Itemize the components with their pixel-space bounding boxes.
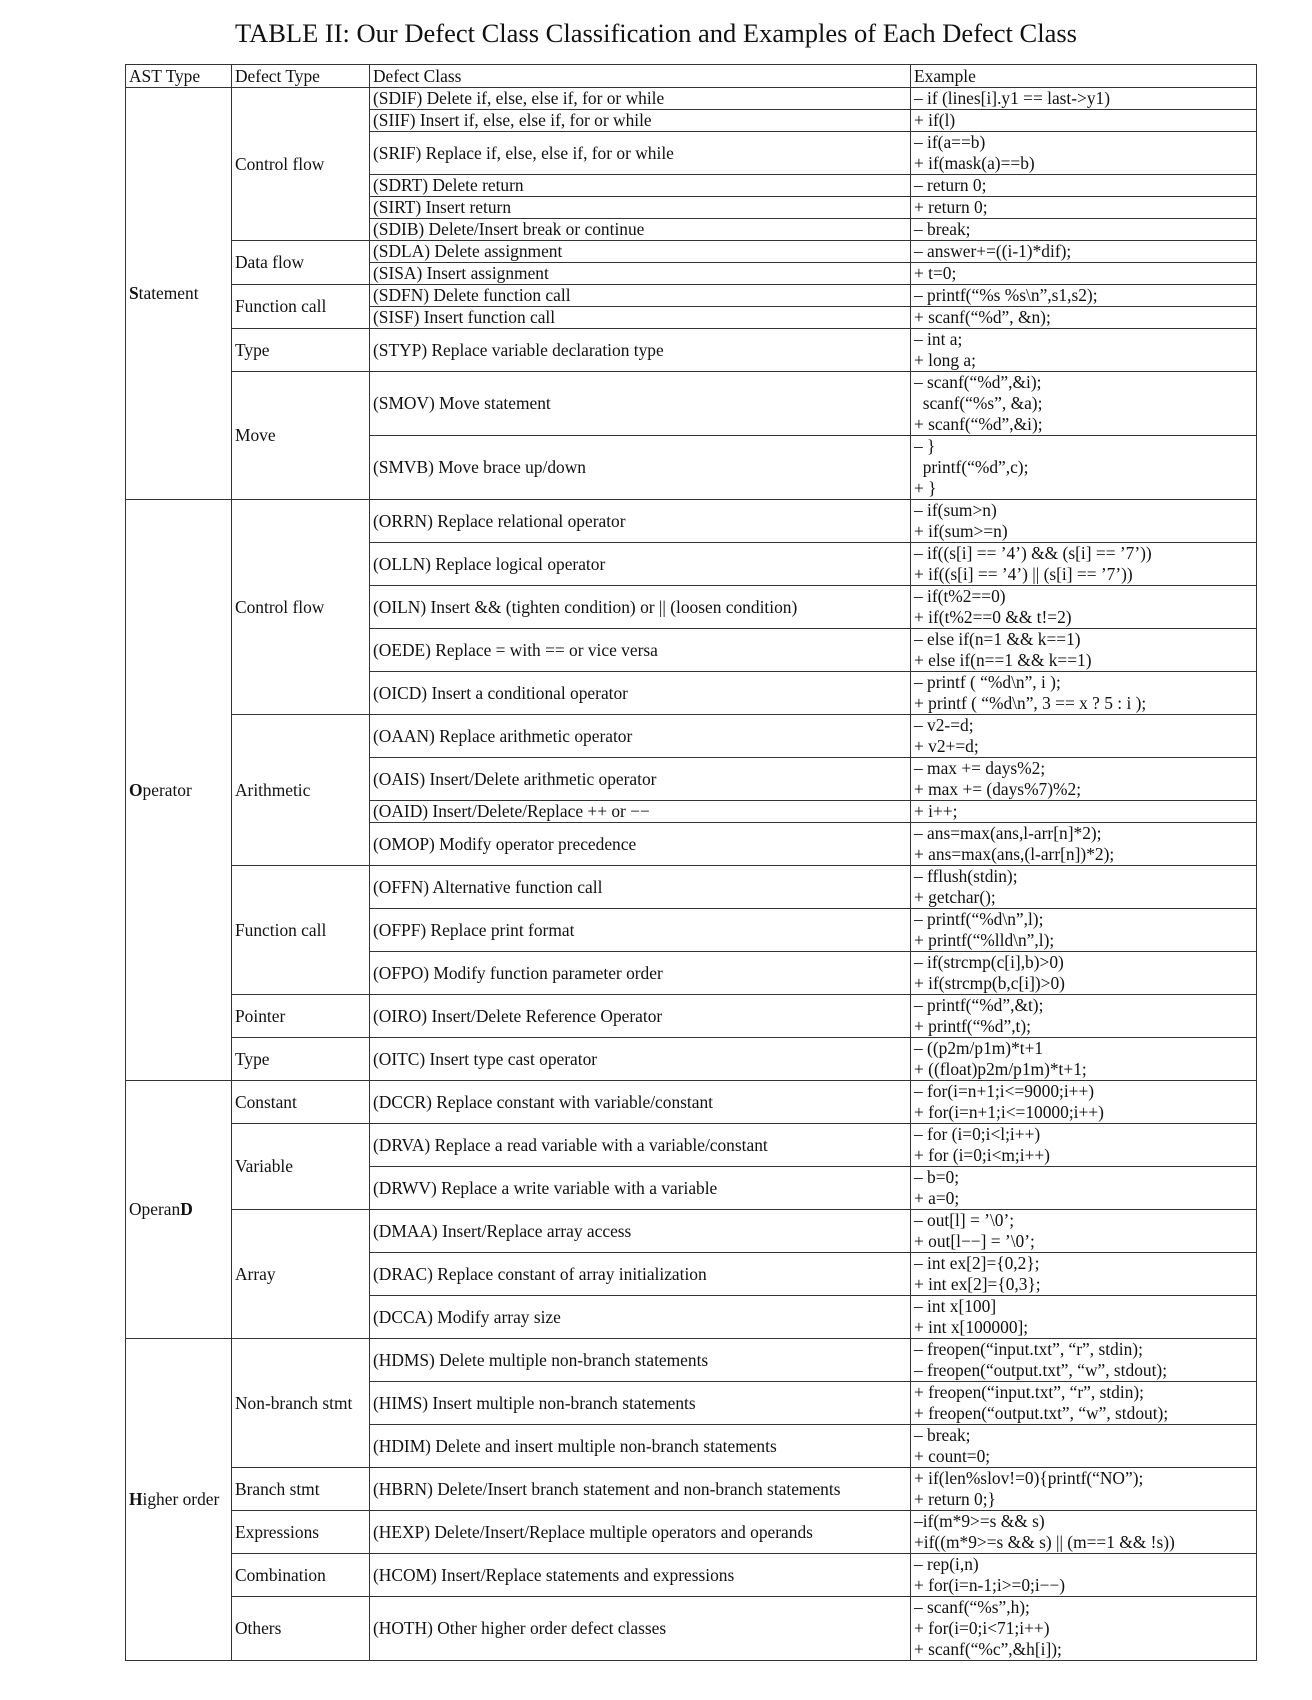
defect-class-cell: (OITC) Insert type cast operator bbox=[370, 1038, 911, 1081]
example-line: + else if(n==1 && k==1) bbox=[914, 650, 1092, 670]
example-line: + ((float)p2m/p1m)*t+1; bbox=[914, 1059, 1087, 1079]
example-line: – break; bbox=[914, 1425, 971, 1445]
table-row bbox=[126, 1468, 1257, 1511]
table-row bbox=[126, 329, 1257, 372]
example-cell bbox=[911, 1468, 1257, 1511]
defect-class-cell: (OILN) Insert && (tighten condition) or || (loosen condition) bbox=[370, 586, 911, 629]
defect-type-cell: Others bbox=[232, 1597, 370, 1661]
example-cell bbox=[911, 1124, 1257, 1167]
table-row bbox=[126, 500, 1257, 543]
example-cell bbox=[911, 995, 1257, 1038]
example-cell bbox=[911, 758, 1257, 801]
example-cell bbox=[911, 1167, 1257, 1210]
example-line: – printf(“%d\n”,l); bbox=[914, 909, 1044, 929]
example-line: + a=0; bbox=[914, 1188, 960, 1208]
defect-class-cell: (OAIS) Insert/Delete arithmetic operator bbox=[370, 758, 911, 801]
defect-type-cell: Function call bbox=[232, 866, 370, 995]
example-line: + count=0; bbox=[914, 1446, 991, 1466]
table-row bbox=[126, 372, 1257, 436]
ast-type-initial: S bbox=[129, 283, 139, 303]
defect-type-cell: Control flow bbox=[232, 88, 370, 241]
defect-class-cell: (DCCA) Modify array size bbox=[370, 1296, 911, 1339]
example-line: + ans=max(ans,(l-arr[n])*2); bbox=[914, 844, 1115, 864]
example-line: – if((s[i] == ’4’) && (s[i] == ’7’)) bbox=[914, 543, 1152, 563]
header-ast-type: AST Type bbox=[126, 65, 232, 88]
example-line: – int x[100] bbox=[914, 1296, 997, 1316]
example-line: + printf ( “%d\n”, 3 == x ? 5 : i ); bbox=[914, 693, 1147, 713]
ast-type-rest: perator bbox=[142, 779, 192, 800]
example-line: – fflush(stdin); bbox=[914, 866, 1018, 886]
example-cell bbox=[911, 629, 1257, 672]
example-line: + scanf(“%c”,&h[i]); bbox=[914, 1639, 1062, 1659]
header-defect-type: Defect Type bbox=[232, 65, 370, 88]
example-line: + for(i=0;i<71;i++) bbox=[914, 1618, 1050, 1638]
example-line: + int ex[2]={0,3}; bbox=[914, 1274, 1041, 1294]
example-cell bbox=[911, 866, 1257, 909]
defect-type-cell: Move bbox=[232, 372, 370, 500]
defect-class-cell: (HIMS) Insert multiple non-branch statements bbox=[370, 1382, 911, 1425]
ast-type-cell bbox=[126, 500, 232, 1081]
defect-class-cell: (HEXP) Delete/Insert/Replace multiple operators and operands bbox=[370, 1511, 911, 1554]
example-line: – freopen(“output.txt”, “w”, stdout); bbox=[914, 1360, 1168, 1380]
example-line: – out[l] = ’\0’; bbox=[914, 1210, 1015, 1230]
example-cell bbox=[911, 1339, 1257, 1382]
ast-type-initial: O bbox=[129, 779, 143, 800]
example-line: – return 0; bbox=[914, 175, 987, 195]
table-row bbox=[126, 995, 1257, 1038]
example-line: – if (lines[i].y1 == last->y1) bbox=[914, 88, 1111, 108]
example-cell bbox=[911, 197, 1257, 219]
example-cell bbox=[911, 219, 1257, 241]
defect-type-cell: Branch stmt bbox=[232, 1468, 370, 1511]
example-line: + return 0;} bbox=[914, 1489, 996, 1509]
defect-class-cell: (DRVA) Replace a read variable with a variable/constant bbox=[370, 1124, 911, 1167]
defect-type-cell: Control flow bbox=[232, 500, 370, 715]
defect-class-cell: (OICD) Insert a conditional operator bbox=[370, 672, 911, 715]
example-cell bbox=[911, 500, 1257, 543]
defect-class-cell: (HBRN) Delete/Insert branch statement and non-branch statements bbox=[370, 1468, 911, 1511]
example-line: + for (i=0;i<m;i++) bbox=[914, 1145, 1050, 1165]
example-cell bbox=[911, 263, 1257, 285]
example-cell bbox=[911, 110, 1257, 132]
example-cell bbox=[911, 715, 1257, 758]
defect-class-cell: (HDIM) Delete and insert multiple non-branch statements bbox=[370, 1425, 911, 1468]
table-row bbox=[126, 1210, 1257, 1253]
defect-type-cell: Constant bbox=[232, 1081, 370, 1124]
table-row bbox=[126, 88, 1257, 110]
example-line: + t=0; bbox=[914, 263, 957, 283]
defect-class-cell: (SRIF) Replace if, else, else if, for or while bbox=[370, 132, 911, 175]
example-line: + freopen(“input.txt”, “r”, stdin); bbox=[914, 1382, 1145, 1402]
example-line: – ((p2m/p1m)*t+1 bbox=[914, 1038, 1044, 1058]
defect-type-cell: Type bbox=[232, 329, 370, 372]
ast-type-cell bbox=[126, 1081, 232, 1339]
example-line: + printf(“%d”,t); bbox=[914, 1016, 1032, 1036]
example-line: – printf(“%s %s\n”,s1,s2); bbox=[914, 285, 1098, 305]
example-cell bbox=[911, 909, 1257, 952]
defect-type-cell: Expressions bbox=[232, 1511, 370, 1554]
defect-type-cell: Data flow bbox=[232, 241, 370, 285]
example-line: – b=0; bbox=[914, 1167, 960, 1187]
table-row bbox=[126, 1038, 1257, 1081]
example-cell bbox=[911, 1296, 1257, 1339]
defect-class-cell: (OFPF) Replace print format bbox=[370, 909, 911, 952]
table-row bbox=[126, 285, 1257, 307]
table-row bbox=[126, 1339, 1257, 1382]
defect-class-cell: (OEDE) Replace = with == or vice versa bbox=[370, 629, 911, 672]
example-cell bbox=[911, 823, 1257, 866]
example-cell bbox=[911, 1210, 1257, 1253]
example-line: – scanf(“%s”,h); bbox=[914, 1597, 1030, 1617]
example-line: – v2-=d; bbox=[914, 715, 974, 735]
example-cell bbox=[911, 285, 1257, 307]
defect-class-cell: (OFFN) Alternative function call bbox=[370, 866, 911, 909]
table-row bbox=[126, 715, 1257, 758]
example-line: – if(a==b) bbox=[914, 132, 986, 152]
example-cell bbox=[911, 329, 1257, 372]
example-cell bbox=[911, 1511, 1257, 1554]
example-line: + if((s[i] == ’4’) || (s[i] == ’7’)) bbox=[914, 564, 1133, 584]
defect-class-cell: (DCCR) Replace constant with variable/constant bbox=[370, 1081, 911, 1124]
defect-type-cell: Array bbox=[232, 1210, 370, 1339]
example-line: + max += (days%7)%2; bbox=[914, 779, 1082, 799]
table-row bbox=[126, 1511, 1257, 1554]
example-line: – freopen(“input.txt”, “r”, stdin); bbox=[914, 1339, 1143, 1359]
ast-type-initial: D bbox=[180, 1199, 193, 1219]
example-line: – if(strcmp(c[i],b)>0) bbox=[914, 952, 1064, 972]
defect-class-cell: (SIRT) Insert return bbox=[370, 197, 911, 219]
example-line: – if(t%2==0) bbox=[914, 586, 1006, 606]
defect-class-cell: (DMAA) Insert/Replace array access bbox=[370, 1210, 911, 1253]
example-cell bbox=[911, 175, 1257, 197]
example-line: – else if(n=1 && k==1) bbox=[914, 629, 1081, 649]
defect-class-cell: (SDFN) Delete function call bbox=[370, 285, 911, 307]
example-cell bbox=[911, 1425, 1257, 1468]
table-row bbox=[126, 241, 1257, 263]
example-cell bbox=[911, 1081, 1257, 1124]
defect-type-cell: Function call bbox=[232, 285, 370, 329]
defect-class-table bbox=[125, 64, 1257, 1661]
header-defect-class: Defect Class bbox=[370, 65, 911, 88]
example-line: – ans=max(ans,l-arr[n]*2); bbox=[914, 823, 1102, 843]
example-line: + i++; bbox=[914, 801, 958, 821]
defect-class-cell: (OMOP) Modify operator precedence bbox=[370, 823, 911, 866]
table-row bbox=[126, 1597, 1257, 1661]
example-line: – printf(“%d”,&t); bbox=[914, 995, 1044, 1015]
example-cell bbox=[911, 586, 1257, 629]
defect-class-cell: (SDRT) Delete return bbox=[370, 175, 911, 197]
defect-type-cell: Non-branch stmt bbox=[232, 1339, 370, 1468]
defect-class-cell: (STYP) Replace variable declaration type bbox=[370, 329, 911, 372]
example-cell bbox=[911, 241, 1257, 263]
example-cell bbox=[911, 372, 1257, 436]
example-line: printf(“%d”,c); bbox=[914, 457, 1029, 477]
example-line: + freopen(“output.txt”, “w”, stdout); bbox=[914, 1403, 1169, 1423]
defect-class-cell: (DRAC) Replace constant of array initialization bbox=[370, 1253, 911, 1296]
ast-type-rest: igher order bbox=[142, 1489, 220, 1509]
example-line: + return 0; bbox=[914, 197, 988, 217]
example-line: – rep(i,n) bbox=[914, 1554, 979, 1574]
ast-type-rest: tatement bbox=[138, 283, 199, 303]
defect-class-cell: (OAAN) Replace arithmetic operator bbox=[370, 715, 911, 758]
ast-type-cell bbox=[126, 1339, 232, 1661]
defect-class-cell: (SDLA) Delete assignment bbox=[370, 241, 911, 263]
ast-type-rest: Operan bbox=[129, 1199, 181, 1219]
example-line: + scanf(“%d”, &n); bbox=[914, 307, 1051, 327]
ast-type-initial: H bbox=[129, 1489, 143, 1509]
example-line: – if(sum>n) bbox=[914, 500, 997, 520]
defect-class-cell: (OAID) Insert/Delete/Replace ++ or −− bbox=[370, 801, 911, 823]
example-line: + if(l) bbox=[914, 110, 956, 130]
table-row bbox=[126, 1554, 1257, 1597]
example-line: – answer+=((i-1)*dif); bbox=[914, 241, 1072, 261]
defect-type-cell: Variable bbox=[232, 1124, 370, 1210]
example-cell bbox=[911, 952, 1257, 995]
example-line: – max += days%2; bbox=[914, 758, 1046, 778]
example-cell bbox=[911, 1554, 1257, 1597]
example-cell bbox=[911, 436, 1257, 500]
example-line: – } bbox=[914, 436, 936, 456]
defect-class-cell: (HDMS) Delete multiple non-branch statements bbox=[370, 1339, 911, 1382]
example-cell bbox=[911, 1382, 1257, 1425]
example-line: – for(i=n+1;i<=9000;i++) bbox=[914, 1081, 1095, 1101]
example-cell bbox=[911, 543, 1257, 586]
defect-class-cell: (SDIF) Delete if, else, else if, for or while bbox=[370, 88, 911, 110]
example-line: + if(len%slov!=0){printf(“NO”); bbox=[914, 1468, 1144, 1488]
example-line: + if(sum>=n) bbox=[914, 521, 1008, 541]
defect-class-cell: (SDIB) Delete/Insert break or continue bbox=[370, 219, 911, 241]
example-line: – int a; bbox=[914, 329, 963, 349]
defect-type-cell: Combination bbox=[232, 1554, 370, 1597]
example-line: + for(i=n-1;i>=0;i−−) bbox=[914, 1575, 1066, 1595]
defect-class-cell: (SMVB) Move brace up/down bbox=[370, 436, 911, 500]
example-line: + if(t%2==0 && t!=2) bbox=[914, 607, 1072, 627]
example-line: – break; bbox=[914, 219, 971, 239]
defect-class-cell: (DRWV) Replace a write variable with a variable bbox=[370, 1167, 911, 1210]
defect-class-cell: (OLLN) Replace logical operator bbox=[370, 543, 911, 586]
example-line: – for (i=0;i<l;i++) bbox=[914, 1124, 1041, 1144]
example-line: + getchar(); bbox=[914, 887, 996, 907]
defect-class-cell: (ORRN) Replace relational operator bbox=[370, 500, 911, 543]
example-cell bbox=[911, 88, 1257, 110]
defect-class-cell: (SIIF) Insert if, else, else if, for or while bbox=[370, 110, 911, 132]
example-cell bbox=[911, 307, 1257, 329]
example-cell bbox=[911, 1597, 1257, 1661]
table-caption: TABLE II: Our Defect Class Classification and Examples of Each Defect Class bbox=[235, 18, 1077, 48]
example-cell bbox=[911, 1253, 1257, 1296]
defect-class-cell: (OIRO) Insert/Delete Reference Operator bbox=[370, 995, 911, 1038]
example-cell bbox=[911, 132, 1257, 175]
defect-class-cell: (SMOV) Move statement bbox=[370, 372, 911, 436]
ast-type-cell bbox=[126, 88, 232, 500]
example-line: + for(i=n+1;i<=10000;i++) bbox=[914, 1102, 1104, 1122]
example-line: – printf ( “%d\n”, i ); bbox=[914, 672, 1061, 692]
defect-type-cell: Type bbox=[232, 1038, 370, 1081]
example-line: + out[l−−] = ’\0’; bbox=[914, 1231, 1035, 1251]
table-row bbox=[126, 1081, 1257, 1124]
defect-type-cell: Pointer bbox=[232, 995, 370, 1038]
defect-class-cell: (SISF) Insert function call bbox=[370, 307, 911, 329]
defect-class-cell: (HOTH) Other higher order defect classes bbox=[370, 1597, 911, 1661]
defect-class-cell: (HCOM) Insert/Replace statements and expressions bbox=[370, 1554, 911, 1597]
header-example: Example bbox=[911, 65, 1257, 88]
example-cell bbox=[911, 672, 1257, 715]
defect-type-cell: Arithmetic bbox=[232, 715, 370, 866]
table-header-row bbox=[126, 65, 1257, 88]
example-cell bbox=[911, 1038, 1257, 1081]
example-line: + long a; bbox=[914, 350, 976, 370]
example-line: – int ex[2]={0,2}; bbox=[914, 1253, 1040, 1273]
example-line: + int x[100000]; bbox=[914, 1317, 1029, 1337]
table-body bbox=[126, 88, 1257, 1661]
example-line: – scanf(“%d”,&i); bbox=[914, 372, 1042, 392]
example-line: –if(m*9>=s && s) bbox=[914, 1511, 1045, 1531]
table-row bbox=[126, 1124, 1257, 1167]
defect-class-cell: (SISA) Insert assignment bbox=[370, 263, 911, 285]
example-cell bbox=[911, 801, 1257, 823]
example-line: scanf(“%s”, &a); bbox=[914, 393, 1043, 413]
example-line: + printf(“%lld\n”,l); bbox=[914, 930, 1055, 950]
example-line: + scanf(“%d”,&i); bbox=[914, 414, 1043, 434]
example-line: + if(strcmp(b,c[i])>0) bbox=[914, 973, 1065, 993]
table-row bbox=[126, 866, 1257, 909]
example-line: + v2+=d; bbox=[914, 736, 979, 756]
defect-class-cell: (OFPO) Modify function parameter order bbox=[370, 952, 911, 995]
example-line: +if((m*9>=s && s) || (m==1 && !s)) bbox=[914, 1532, 1175, 1552]
example-line: + if(mask(a)==b) bbox=[914, 153, 1035, 173]
example-line: + } bbox=[914, 478, 937, 498]
